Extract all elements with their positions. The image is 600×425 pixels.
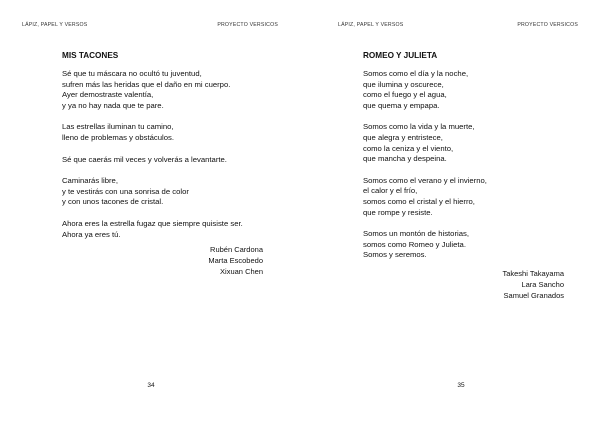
stanza [363, 69, 573, 111]
poem-line: somos como el cristal y el hierro, [363, 196, 475, 206]
stanza [62, 155, 272, 166]
stanza [363, 176, 573, 218]
poem-line: y te vestirás con una sonrisa de color [62, 186, 189, 196]
poem-line: que quema y empapa. [363, 100, 440, 110]
poem-line: que rompe y resiste. [363, 207, 433, 217]
poem-line: Somos como la vida y la muerte, [363, 122, 475, 132]
poem-line: Sé que tu máscara no ocultó tu juventud, [62, 69, 202, 78]
running-header-left: LÁPIZ, PAPEL Y VERSOS [338, 22, 404, 28]
stanza [62, 122, 272, 143]
poem-line: que alegra y entristece, [363, 132, 443, 142]
poem-line: Sé que caerás mil veces y volverás a levantarte. [62, 154, 227, 164]
poem [363, 51, 573, 272]
poem-line: que ilumina y oscurece, [363, 79, 444, 89]
poem-line: como el fuego y el agua, [363, 90, 447, 100]
right-page [300, 0, 600, 425]
poem-line: Ayer demostraste valentía, [62, 90, 154, 100]
poem-line: Las estrellas iluminan tu camino, [62, 122, 174, 132]
poem-line: Caminarás libre, [62, 176, 118, 186]
author-name: Xixuan Chen [220, 267, 263, 276]
running-header-right: PROYECTO VERSICOS [217, 22, 278, 28]
running-header-left: LÁPIZ, PAPEL Y VERSOS [22, 22, 88, 28]
poem-line: lleno de problemas y obstáculos. [62, 132, 174, 142]
author-name: Marta Escobedo [208, 256, 263, 265]
stanza [62, 176, 272, 208]
poem-line: el calor y el frío, [363, 186, 418, 196]
author-list [208, 244, 263, 277]
poem-line: que mancha y despeina. [363, 154, 447, 164]
poem-line: Somos como el día y la noche, [363, 69, 469, 78]
poem-line: Somos un montón de historias, [363, 229, 469, 239]
poem-line: y ya no hay nada que te pare. [62, 100, 164, 110]
author-list [502, 268, 564, 301]
poem-line: como la ceniza y el viento, [363, 143, 454, 153]
page-number: 34 [147, 382, 155, 389]
poem-line: Ahora eres la estrella fugaz que siempre quisiste ser. [62, 218, 243, 228]
poem-line: Somos y seremos. [363, 250, 427, 260]
stanza [62, 69, 272, 111]
page-number: 35 [457, 382, 465, 389]
stanza [62, 219, 272, 240]
author-name: Takeshi Takayama [502, 269, 564, 278]
poem-line: y con unos tacones de cristal. [62, 197, 164, 207]
poem-line: Somos como el verano y el invierno, [363, 175, 487, 185]
author-name: Lara Sancho [521, 280, 564, 289]
author-name: Rubén Cardona [210, 245, 263, 254]
stanza [363, 122, 573, 164]
poem-title: ROMEO Y JULIETA [363, 51, 438, 60]
stanza [363, 229, 573, 261]
poem-title: MIS TACONES [62, 51, 119, 60]
running-header-right: PROYECTO VERSICOS [517, 22, 578, 28]
poem-line: Ahora ya eres tú. [62, 229, 121, 239]
poem [62, 51, 272, 251]
poem-line: sufren más las heridas que el daño en mi cuerpo. [62, 79, 231, 89]
author-name: Samuel Granados [503, 291, 564, 300]
poem-line: somos como Romeo y Julieta. [363, 239, 466, 249]
